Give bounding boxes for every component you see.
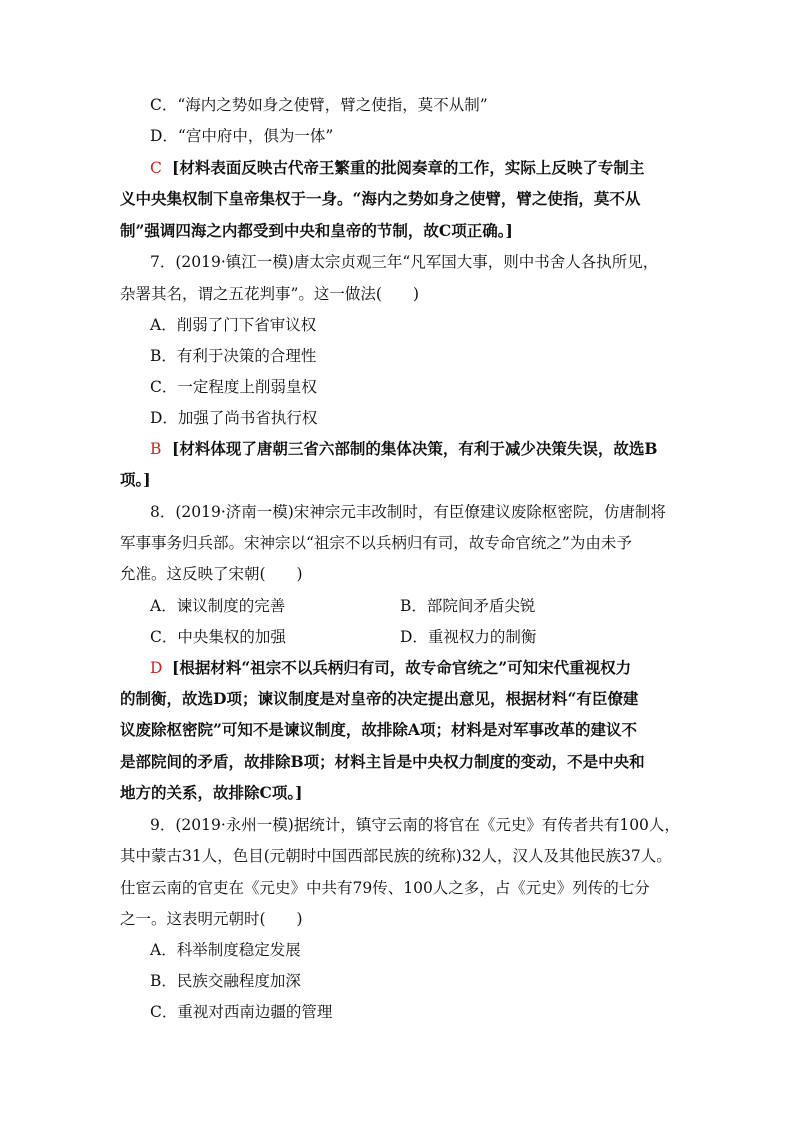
q9-option-c: C．重视对西南边疆的管理: [150, 1003, 333, 1021]
q6-answer-text-1: [材料表面反映古代帝王繁重的批阅奏章的工作，实际上反映了专制主: [172, 158, 645, 177]
q7-option-c: C．一定程度上削弱皇权: [150, 378, 317, 396]
q8-answer-text-1: [根据材料“祖宗不以兵柄归有司，故专命官统之”可知宋代重视权力: [172, 658, 632, 677]
q6-answer-line-2: 义中央集权制下皇帝集权于一身。“海内之势如身之使臂，臂之使指，莫不从: [120, 189, 641, 208]
q9-stem-line-2: 其中蒙古31人，色目(元朝时中国西部民族的统称)32人，汉人及其他民族37人。: [120, 847, 672, 865]
q7-stem-line-2: 杂署其名，谓之五花判事”。这一做法( ): [120, 285, 420, 303]
q8-option-c: C．中央集权的加强: [150, 628, 286, 646]
q8-answer-line-1: [150, 658, 631, 678]
q9-stem-line-1: 9．(2019·永州一模)据统计，镇守云南的将官在《元史》有传者共有100人，: [150, 816, 680, 834]
q8-stem-line-1: 8．(2019·济南一模)宋神宗元丰改制时，有臣僚建议废除枢密院，仿唐制将: [150, 503, 666, 521]
q9-option-a: A．科举制度稳定发展: [150, 941, 301, 959]
q8-answer-letter: D: [150, 659, 163, 677]
q8-answer-line-4: 是部院间的矛盾，故排除B项；材料主旨是中央权力制度的变动，不是中央和: [120, 752, 645, 771]
q7-option-b: B．有利于决策的合理性: [150, 347, 317, 365]
q7-answer-line-2: 项。]: [120, 470, 151, 489]
q6-answer-line-3: 制”强调四海之内都受到中央和皇帝的节制，故C项正确。]: [120, 221, 513, 240]
q7-answer-line-1: [150, 439, 657, 459]
q9-stem-line-4: 之一。这表明元朝时( ): [120, 910, 303, 928]
q8-stem-line-2: 军事事务归兵部。宋神宗以“祖宗不以兵柄归有司，故专命官统之”为由未予: [120, 534, 632, 552]
q8-answer-line-2: 的制衡，故选D项；谏议制度是对皇帝的决定提出意见，根据材料“有臣僚建: [120, 689, 639, 708]
q6-option-c: C．“海内之势如身之使臂，臂之使指，莫不从制”: [150, 96, 488, 114]
q9-option-b: B．民族交融程度加深: [150, 972, 301, 990]
q7-stem-line-1: 7．(2019·镇江一模)唐太宗贞观三年“凡军国大事，则中书舍人各执所见，: [150, 253, 659, 271]
q6-answer-letter: C: [150, 159, 162, 177]
q8-stem-line-3: 允准。这反映了宋朝( ): [120, 565, 303, 583]
q9-stem-line-3: 仕宦云南的官吏在《元史》中共有79传、100人之多，占《元史》列传的七分: [120, 879, 650, 897]
q7-answer-letter: B: [150, 440, 162, 458]
q8-option-d: D．重视权力的制衡: [400, 628, 537, 646]
q8-option-a: A．谏议制度的完善: [150, 597, 286, 615]
q8-option-b: B．部院间矛盾尖锐: [400, 597, 536, 615]
q6-answer-line-1: [150, 158, 644, 178]
q6-option-d: D．“宫中府中，俱为一体”: [150, 127, 334, 145]
q7-option-d: D．加强了尚书省执行权: [150, 409, 318, 427]
q8-answer-line-3: 议废除枢密院”可知不是谏议制度，故排除A项；材料是对军事改革的建议不: [120, 720, 637, 739]
q7-answer-text-1: [材料体现了唐朝三省六部制的集体决策，有利于减少决策失误，故选B: [172, 439, 658, 458]
q8-answer-line-5: 地方的关系，故排除C项。]: [120, 783, 303, 802]
q7-option-a: A．削弱了门下省审议权: [150, 316, 317, 334]
